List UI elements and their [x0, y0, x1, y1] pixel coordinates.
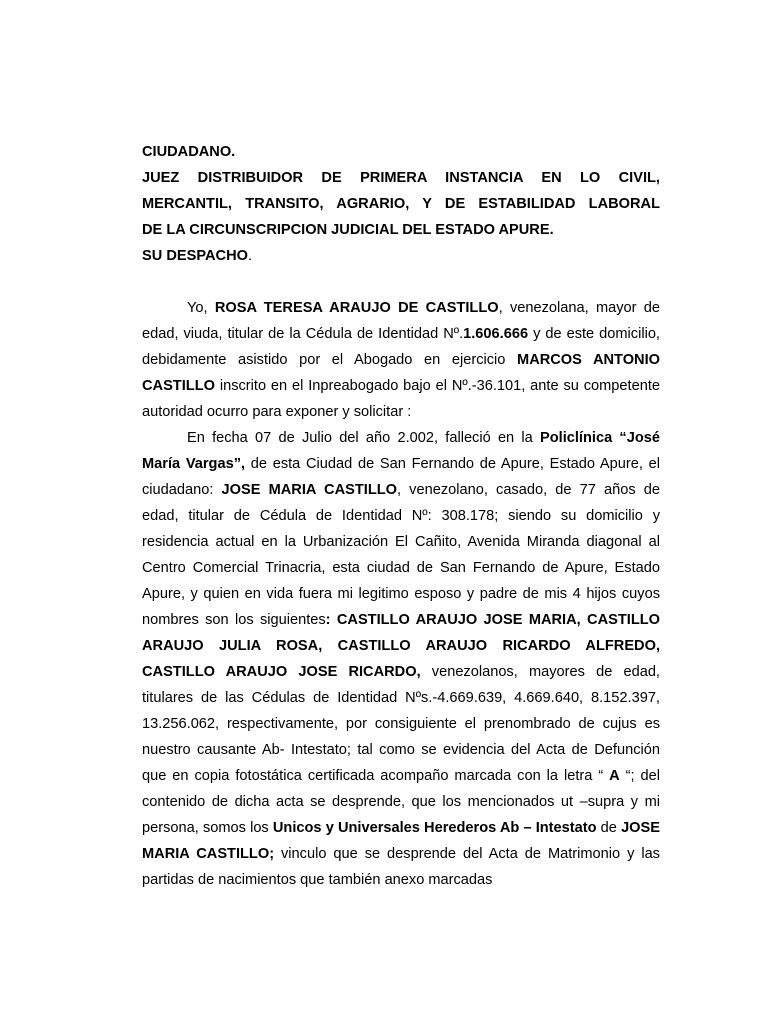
attorney-name: MARCOS ANTONIO CASTILLO: [142, 352, 660, 394]
paragraph-identification: [142, 295, 660, 425]
addressee-line-3: DE LA CIRCUNSCRIPCION JUDICIAL DEL ESTADO APURE.: [142, 222, 554, 238]
para2-text-7: vinculo que se desprende del Acta de Matrimonio y las partidas de nacimientos que también anexo marcadas: [142, 846, 660, 888]
para1-text-3: y de este domicilio, debidamente asistido por el Abogado en ejercicio: [142, 326, 660, 368]
heirs-designation: Unicos y Universales Herederos Ab – Intestato: [272, 820, 597, 836]
addressee-line-4: [142, 243, 660, 269]
para1-text-1: Yo,: [187, 300, 215, 316]
applicant-id-number: 1.606.666: [463, 326, 529, 342]
para2-text-2: de esta Ciudad de San Fernando de Apure, Estado Apure, el ciudadano:: [142, 456, 660, 498]
clinic-name: Policlínica “José María Vargas”,: [142, 430, 660, 472]
annex-letter: A: [609, 768, 620, 784]
despacho-text: SU DESPACHO: [142, 248, 248, 264]
document-page: [142, 139, 660, 893]
deceased-name-repeat: JOSE MARIA CASTILLO;: [142, 820, 660, 862]
para1-text-2: , venezolana, mayor de edad, viuda, titular de la Cédula de Identidad Nº.: [142, 300, 661, 342]
para2-text-3: , venezolano, casado, de 77 años de edad, titular de Cédula de Identidad Nº: 308.178; siendo su domicilio y residencia actual en la Urbanización El Cañito, Avenida Miranda diagonal al Centro Comercial Trinacria, esta ciudad de San Fernando de Apure, Estado Apure, y quien en vida fuera mi legitimo esposo y padre de mis 4 hijos cuyos nombres son los siguientes: [142, 482, 661, 628]
addressee-line-2: MERCANTIL, TRANSITO, AGRARIO, Y DE ESTABILIDAD LABORAL: [142, 196, 660, 212]
spacer: [142, 269, 660, 295]
salutation: CIUDADANO.: [142, 144, 236, 160]
applicant-name: ROSA TERESA ARAUJO DE CASTILLO: [214, 300, 499, 316]
despacho-period: .: [247, 248, 253, 264]
addressee-line-1: JUEZ DISTRIBUIDOR DE PRIMERA INSTANCIA EN LO CIVIL,: [142, 170, 660, 186]
paragraph-facts: [142, 425, 660, 893]
para1-text-4: inscrito en el Inpreabogado bajo el Nº.-36.101, ante su competente autoridad ocurro para exponer y solicitar :: [142, 378, 660, 420]
para2-text-5: “; del contenido de dicha acta se desprende, que los mencionados ut –supra y mi persona, somos los: [142, 768, 660, 836]
para2-text-4: venezolanos, mayores de edad, titulares de las Cédulas de Identidad Nºs.-4.669.639, 4.669.640, 8.152.397, 13.256.062, respectivamente, por consiguiente el prenombrado de cujus es nuestro causante Ab- Intestato; tal como se evidencia del Acta de Defunción que en copia fotostática certificada acompaño marcada con la letra “: [142, 664, 660, 784]
para2-text-1: En fecha 07 de Julio del año 2.002, falleció en la: [187, 430, 540, 446]
deceased-name: JOSE MARIA CASTILLO: [221, 482, 397, 498]
para2-text-6: de: [596, 820, 622, 836]
children-names: : CASTILLO ARAUJO JOSE MARIA, CASTILLO ARAUJO JULIA ROSA, CASTILLO ARAUJO RICARDO ALFREDO, CASTILLO ARAUJO JOSE RICARDO,: [142, 612, 660, 680]
